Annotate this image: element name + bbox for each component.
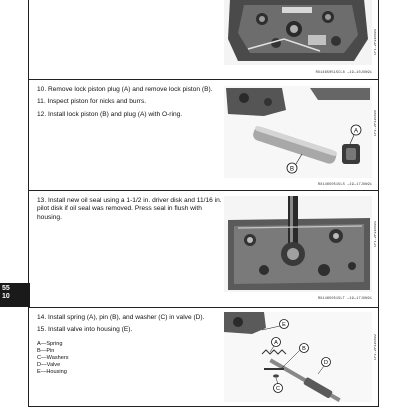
section-tab bbox=[0, 283, 30, 307]
figure-id: RX14650515LT —19—17JUN91 bbox=[317, 297, 372, 301]
figure-id: RX14650515CL8 —19—10JUN91 bbox=[315, 71, 372, 75]
figure-side-code: LPI-2P116891 bbox=[374, 29, 378, 55]
step-text bbox=[37, 314, 227, 376]
figure-top bbox=[224, 0, 372, 65]
callout-b: B bbox=[289, 166, 295, 173]
legend-item: E—Housing bbox=[37, 368, 67, 375]
section-tab-line1: 55 bbox=[2, 285, 10, 292]
callout-e: E bbox=[282, 322, 286, 329]
step-12: 12. Install lock piston (B) and plug (A) with O-ring. bbox=[37, 110, 183, 118]
figure-side-code: LPI-2P116892 bbox=[374, 334, 378, 360]
legend-item: D—Valve bbox=[37, 361, 61, 368]
step-block-valve bbox=[28, 307, 379, 407]
step-block-lock-piston bbox=[28, 79, 379, 193]
section-tab-line2: 10 bbox=[2, 293, 10, 300]
callout-a: A bbox=[274, 340, 278, 347]
callout-b: B bbox=[302, 346, 306, 353]
figure-side-code: LPI-2P116890 bbox=[374, 110, 378, 136]
figure-valve bbox=[224, 312, 372, 402]
step-text bbox=[37, 197, 227, 226]
step-15: 15. Install valve into housing (E). bbox=[37, 326, 133, 334]
figure-id: RX14650515LS —19—17JUN91 bbox=[317, 183, 372, 187]
step-text bbox=[37, 86, 227, 123]
callout-c: C bbox=[276, 386, 280, 393]
step-block-oil-seal bbox=[28, 190, 379, 310]
callout-d: D bbox=[324, 360, 328, 367]
legend-item: B—Pin bbox=[37, 347, 55, 354]
step-block-top bbox=[28, 0, 379, 80]
step-14: 14. Install spring (A), pin (B), and washer (C) in valve (D). bbox=[37, 314, 205, 321]
figure-oil-seal bbox=[224, 196, 372, 292]
step-13: 13. Install new oil seal using a 1-1/2 in. driver disk and 11/16 in. pilot disk if oil seal was removed. Press seal in flush with housing. bbox=[37, 197, 222, 221]
figure-side-code: LPI-2P116891 bbox=[374, 221, 378, 247]
legend-item: C—Washers bbox=[37, 354, 69, 361]
step-10: 10. Remove lock piston plug (A) and remove lock piston (B). bbox=[37, 86, 213, 93]
parts-legend bbox=[37, 341, 227, 376]
step-11: 11. Inspect piston for nicks and burrs. bbox=[37, 98, 147, 106]
legend-item: A—Spring bbox=[37, 340, 63, 347]
figure-lock-piston bbox=[224, 86, 372, 178]
callout-a: A bbox=[353, 128, 359, 135]
